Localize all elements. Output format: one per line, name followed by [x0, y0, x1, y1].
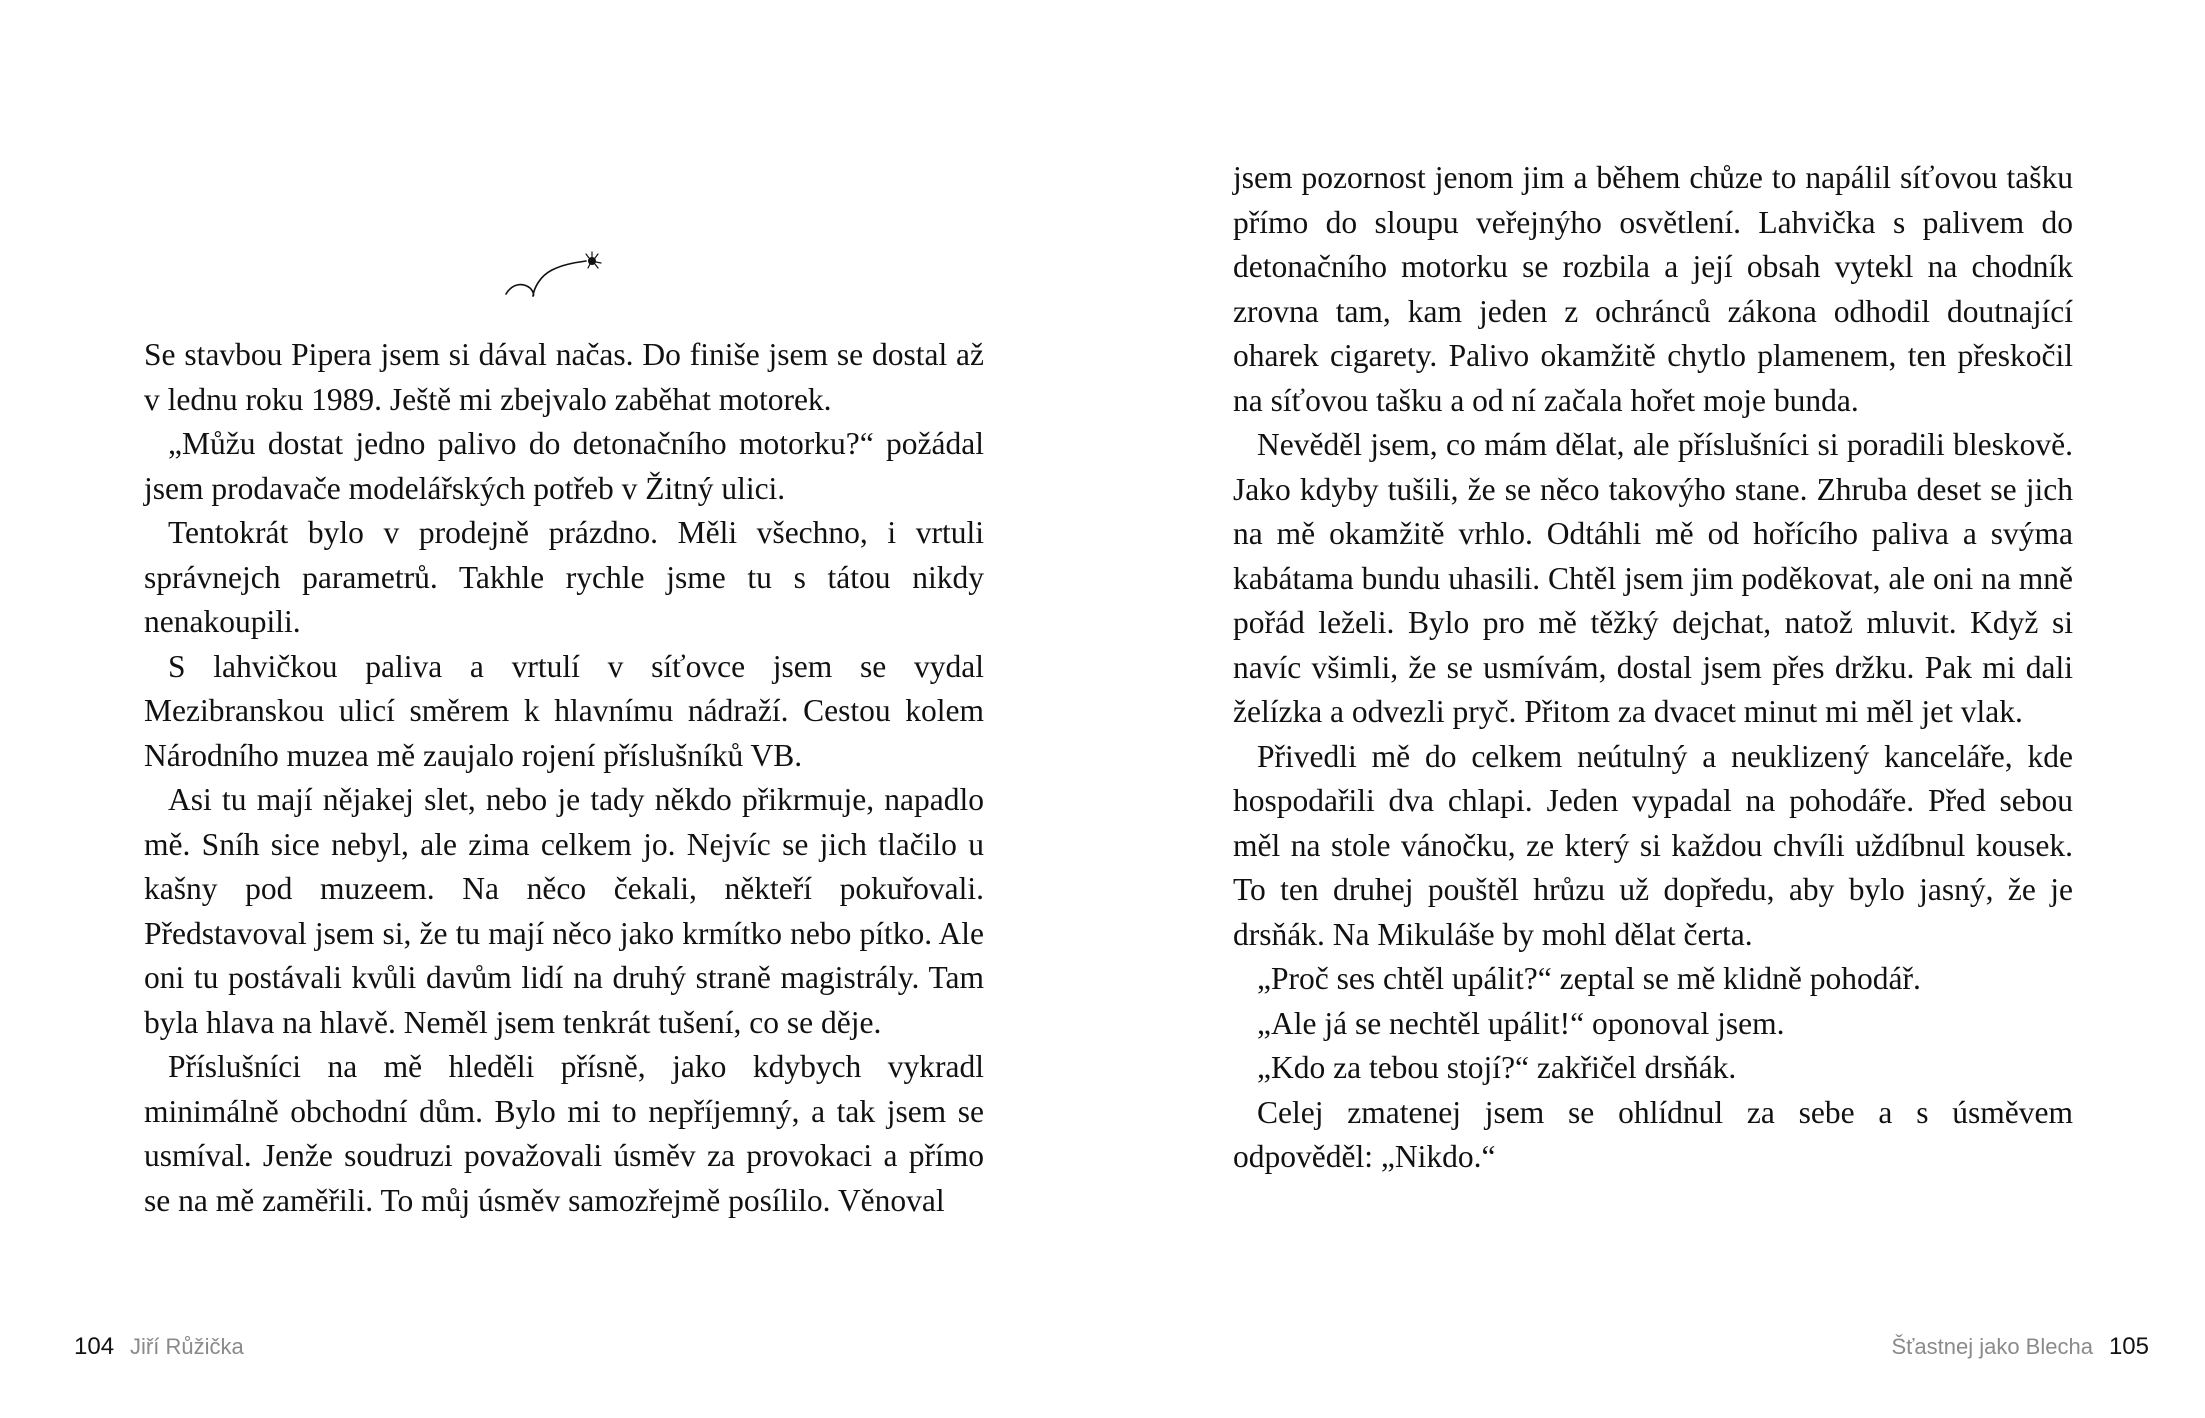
- paragraph: „Ale já se nechtěl upálit!“ oponoval jsem.: [1257, 1005, 1785, 1041]
- paragraph: Příslušníci na mě hleděli přísně, jako kdybych vykradl minimálně obchodní dům. Bylo mi to nepříjemný, a tak jsem se usmíval. Jenže soudruzi považovali úsměv za provokaci a přímo se na mě zaměřili. To můj úsměv samozřejmě posílilo. Věnoval: [144, 1049, 984, 1218]
- right-page: [1103, 0, 2205, 1418]
- flea-jump-ornament-icon: [500, 250, 610, 300]
- paragraph: „Kdo za tebou stojí?“ zakřičel drsňák.: [1257, 1050, 1737, 1085]
- left-body-text: [144, 333, 984, 1223]
- paragraph: Nevěděl jsem, co mám dělat, ale příslušníci si poradili bleskově. Jako kdyby tušili, že se něco takovýho stane. Zhruba deset se jich na mě okamžitě vrhlo. Odtáhli mě od hořícího paliva a svýma kabátama bundu uhasili. Chtěl jsem jim poděkovat, ale oni na mně pořád leželi. Bylo pro mě těžký dejchat, natož mluvit. Když si navíc všimli, že se usmívám, dostal jsem přes držku. Pak mi dali želízka a odvezli pryč. Přitom za dvacet minut mi měl jet vlak.: [1233, 427, 2073, 729]
- paragraph: S lahvičkou paliva a vrtulí v síťovce jsem se vydal Mezibranskou ulicí směrem k hlavnímu nádraží. Cestou kolem Národního muzea mě zaujalo rojení příslušníků VB.: [144, 648, 984, 773]
- paragraph: „Proč ses chtěl upálit?“ zeptal se mě klidně pohodář.: [1257, 961, 1921, 996]
- paragraph: Tentokrát bylo v prodejně prázdno. Měli všechno, i vrtuli správnejch parametrů. Takhle rychle jsme tu s tátou nikdy nenakoupili.: [144, 515, 984, 639]
- running-head-author: Jiří Růžička: [130, 1334, 244, 1359]
- page-number: 105: [2108, 1333, 2149, 1360]
- page-number: 104: [74, 1333, 115, 1360]
- right-footer: [1891, 1333, 2149, 1361]
- paragraph: Přivedli mě do celkem neútulný a neuklizený kanceláře, kde hospodařili dva chlapi. Jeden vypadal na pohodáře. Před sebou měl na stole vánočku, ze který si každou chvíli uždíbnul kousek. To ten druhej pouštěl hrůzu už dopředu, aby bylo jasný, že je drsňák. Na Mikuláše by mohl dělat čerta.: [1233, 738, 2073, 952]
- paragraph: jsem pozornost jenom jim a během chůze to napálil síťovou tašku přímo do sloupu veřejnýho osvětlení. Lahvička s palivem do detonačního motorku se rozbila a její obsah vytekl na chodník zrovna tam, kam jeden z ochránců zákona odhodil doutnající oharek cigarety. Palivo okamžitě chytlo plamenem, ten přeskočil na síťovou tašku a od ní začala hořet moje bunda.: [1233, 160, 2073, 418]
- right-body-text: [1233, 156, 2073, 1180]
- running-head-title: Šťastnej jako Blecha: [1891, 1334, 2093, 1359]
- paragraph: „Můžu dostat jedno palivo do detonačního motorku?“ požádal jsem prodavače modelářských potřeb v Žitný ulici.: [144, 426, 984, 506]
- paragraph: Asi tu mají nějakej slet, nebo je tady někdo přikrmuje, napadlo mě. Sníh sice nebyl, ale zima celkem jo. Nejvíc se jich tlačilo u kašny pod muzeem. Na něco čekali, někteří pokuřovali. Představoval jsem si, že tu mají něco jako krmítko nebo pítko. Ale oni tu postávali kvůli davům lidí na druhý straně magistrály. Tam byla hlava na hlavě. Neměl jsem tenkrát tušení, co se děje.: [144, 782, 984, 1040]
- left-page: [0, 0, 1102, 1418]
- paragraph: Celej zmatenej jsem se ohlídnul za sebe a s úsměvem odpověděl: „Nikdo.“: [1233, 1094, 2073, 1174]
- left-footer: [74, 1333, 244, 1361]
- paragraph: Se stavbou Pipera jsem si dával načas. Do finiše jsem se dostal až v lednu roku 1989. Ještě mi zbejvalo zaběhat motorek.: [144, 337, 984, 417]
